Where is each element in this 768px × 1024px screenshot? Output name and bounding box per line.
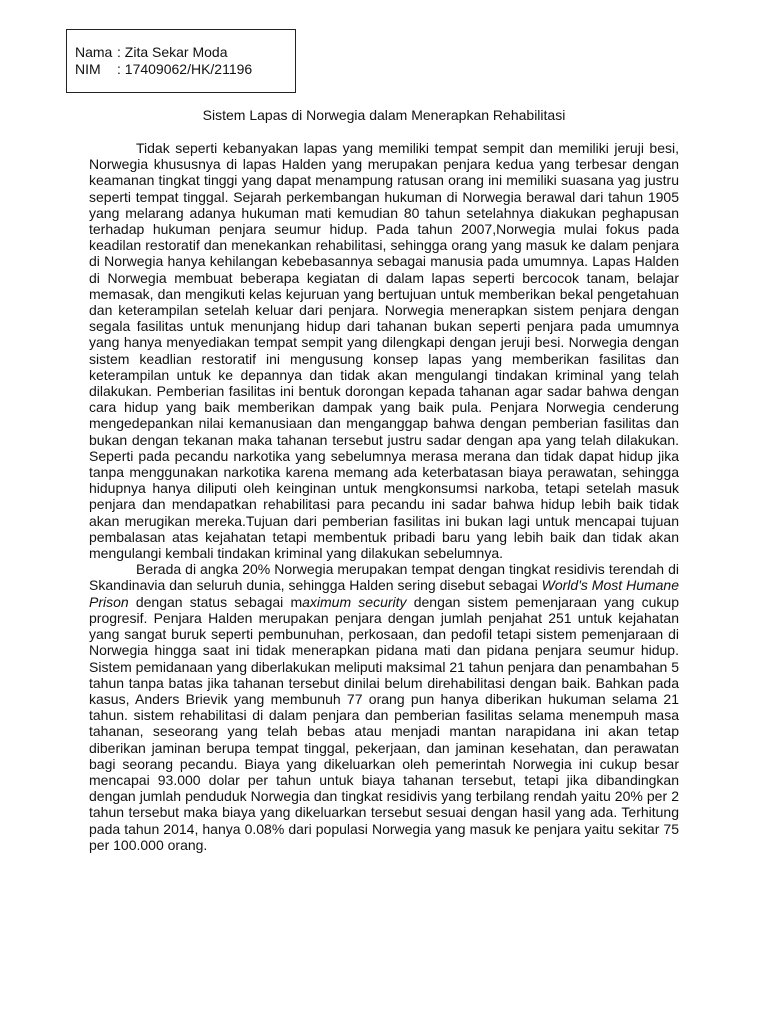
paragraph-1: Tidak seperti kebanyakan lapas yang memiliki tempat sempit dan memiliki jeruji besi, Norwegia khususnya di lapas Halden yang merupakan penjara kedua yang terbesar dengan keamanan tingkat tinggi yang dapat menampung ratusan orang ini memiliki suasana yag justru seperti tempat tinggal. Sejarah perkembangan hukuman di Norwegia berawal dari tahun 1905 yang melarang adanya hukuman mati kemudian 80 tahun setelahnya diakukan peghapusan terhadap hukuman penjara seumur hidup. Pada tahun 2007,Norwegia mulai fokus pada keadilan restoratif dan menekankan rehabilitasi, sehingga orang yang masuk ke dalam penjara di Norwegia hanya kehilangan kebebasannya sebagai manusia pada umumnya. Lapas Halden di Norwegia membuat beberapa kegiatan di dalam lapas seperti bercocok tanam, belajar memasak, dan mengikuti kelas kejuruan yang bertujuan untuk memberikan bekal pengetahuan dan keterampilan setelah keluar dari penjara. Norwegia menerapkan sistem penjara dengan segala fasilitas untuk menunjang hidup dari tahanan bukan seperti penjara pada umumnya yang hanya menyediakan tempat sempit yang dilengkapi dengan jeruji besi. Norwegia dengan sistem keadlian restoratif ini mengusung konsep lapas yang memberikan fasilitas dan keterampilan untuk ke depannya dan tidak akan mengulangi tindakan kriminal yang telah dilakukan. Pemberian fasilitas ini bentuk dorongan kepada tahanan agar sadar bahwa dengan cara hidup yang baik memberikan dampak yang baik pula. Penjara Norwegia cenderung mengedepankan nilai kemanusiaan dan menganggap bahwa dengan pemberian fasilitas dan bukan dengan tekanan maka tahanan tersebut justru sadar dengan apa yang telah dilakukan. Seperti pada pecandu narkotika yang sebelumnya merasa merana dan tidak dapat hidup jika tanpa menggunakan narkotika karena memang ada keterbatasan biaya perawatan, sehingga hidupnya hanya diliputi oleh keinginan untuk mengkonsumsi narkoba, tetapi setelah masuk penjara dan mendapatkan rehabilitasi para pecandu ini sadar bahwa hidup lebih baik tidak akan merugikan mereka.Tujuan dari pemberian fasilitas ini bukan lagi untuk mencapai tujuan pembalasan atas kejahatan tetapi membentuk pribadi baru yang lebih baik dan tidak akan mengulangi kembali tindakan kriminal yang dilakukan sebelumnya.: [89, 140, 679, 562]
paragraph-2-italic-prison-name: World's Most Humane Prison: [89, 577, 679, 610]
nim-row: [75, 61, 295, 78]
name-row: [75, 44, 295, 61]
paragraph-2-part-a: Berada di angka 20% Norwegia merupakan tempat dengan tingkat residivis terendah di Skandinavia dan seluruh dunia, sehingga Halden sering disebut sebagai: [89, 561, 679, 594]
paragraph-2-part-b: dengan status sebagai m: [128, 593, 303, 610]
name-label: Nama: [75, 44, 113, 60]
nim-label: NIM: [75, 61, 101, 77]
student-info-box: [66, 29, 296, 93]
paragraph-2-part-c: dengan sistem pemenjaraan yang cukup progresif. Penjara Halden merupakan penjara dengan jumlah penjahat 251 untuk kejahatan yang sangat buruk seperti pembunuhan, perkosaan, dan pedofil tetapi sistem pemenjaraan di Norwegia hingga saat ini tidak menerapkan pidana mati dan pidana penjara seumur hidup. Sistem pemidanaan yang diberlakukan meliputi maksimal 21 tahun penjara dan penambahan 5 tahun tanpa batas jika tahanan tersebut dinilai belum direhabilitasi dengan baik. Bahkan pada kasus, Anders Brievik yang membunuh 77 orang pun hanya diberikan hukuman selama 21 tahun. sistem rehabilitasi di dalam penjara dan pemberian fasilitas selama menempuh masa tahanan, seseorang yang telah bebas atau menjadi mantan narapidana ini akan tetap diberikan jaminan berupa tempat tinggal, pekerjaan, dan jaminan kesehatan, dan perawatan bagi seorang pecandu. Biaya yang dikeluarkan oleh pemerintah Norwegia ini cukup besar mencapai 93.000 dolar per tahun untuk biaya tahanan tersebut, tetapi jika dibandingkan dengan jumlah penduduk Norwegia dan tingkat residivis yang terbilang rendah yaitu 20% per 2 tahun tersebut maka biaya yang dikeluarkan tersebut sesuai dengan hasil yang ada. Terhitung pada tahun 2014, hanya 0.08% dari populasi Norwegia yang masuk ke penjara yaitu sekitar 75 per 100.000 orang.: [89, 593, 679, 853]
document-title: Sistem Lapas di Norwegia dalam Menerapkan Rehabilitasi: [202, 107, 566, 123]
name-value: : Zita Sekar Moda: [117, 44, 228, 60]
document-body: [89, 140, 679, 853]
paragraph-2: [89, 561, 679, 853]
paragraph-2-italic-security: aximum security: [302, 593, 407, 610]
nim-value: : 17409062/HK/21196: [117, 61, 253, 77]
